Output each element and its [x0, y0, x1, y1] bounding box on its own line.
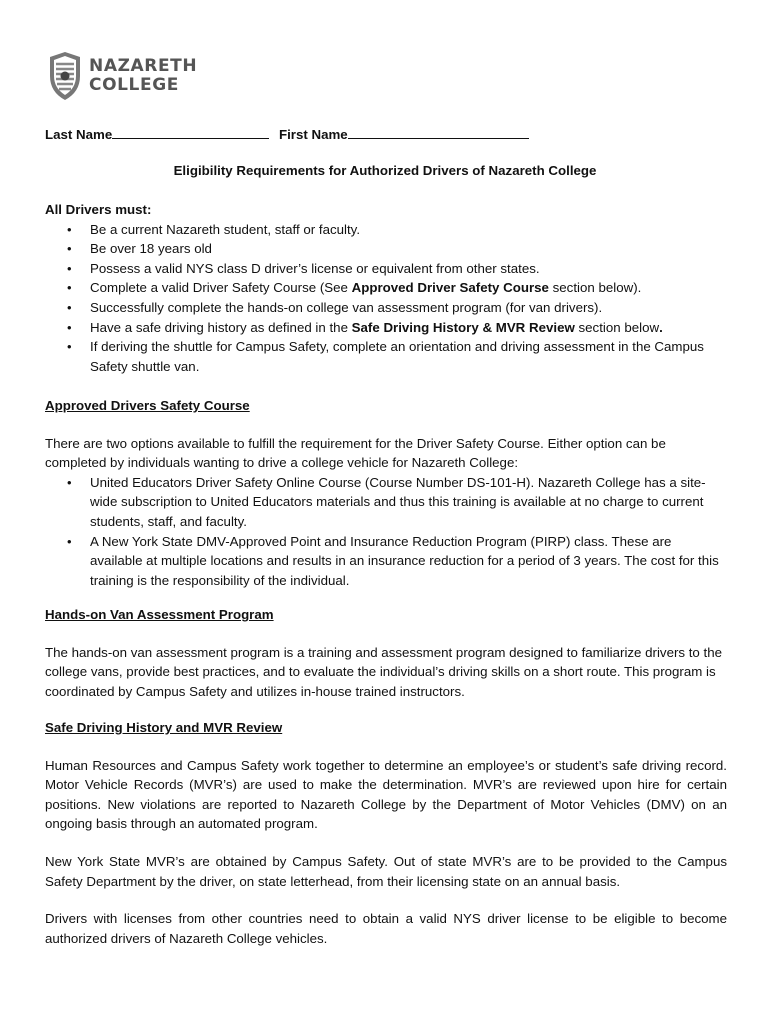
- item-text: Have a safe driving history as defined in the: [90, 319, 352, 335]
- item-bold: Safe Driving History & MVR Review: [351, 319, 575, 335]
- list-item: • A New York State DMV-Approved Point and Insurance Reduction Program (PIRP) class. These are available at multiple locations and results in an insurance reduction for a period of 3 years. The cost for this training is the responsibility of the individual.: [45, 532, 727, 591]
- mvr-paragraph-3: Drivers with licenses from other countries need to obtain a valid NYS driver license to be eligible to become authorized drivers of Nazareth College vehicles.: [45, 911, 727, 946]
- drivers-heading: All Drivers must:: [45, 202, 152, 217]
- item-text: Complete a valid Driver Safety Course (See: [90, 280, 352, 296]
- safety-course-heading: Approved Drivers Safety Course: [45, 398, 250, 413]
- logo-line-1: NAZARETH: [89, 56, 198, 76]
- list-item: • Possess a valid NYS class D driver’s license or equivalent from other states.: [45, 259, 727, 279]
- mvr-section: [45, 718, 727, 948]
- list-item: • If deriving the shuttle for Campus Safety, complete an orientation and driving assessment in the Campus Safety shuttle van.: [45, 337, 727, 376]
- last-name-line[interactable]: [112, 125, 269, 139]
- college-logo: [47, 50, 197, 102]
- drivers-requirements: [45, 200, 727, 376]
- safety-course-list: [45, 473, 727, 591]
- list-item: [45, 318, 727, 338]
- logo-wordmark: [89, 57, 197, 95]
- list-item: • Be over 18 years old: [45, 239, 727, 259]
- safety-course-section: [45, 396, 727, 590]
- name-fields: [45, 125, 529, 142]
- last-name-label: Last Name: [45, 127, 113, 142]
- logo-line-2: COLLEGE: [89, 75, 179, 95]
- item-text: section below).: [548, 280, 642, 296]
- document-title: Eligibility Requirements for Authorized Drivers of Nazareth College: [173, 163, 597, 178]
- item-text: section below: [574, 319, 660, 335]
- item-bold: Approved Driver Safety Course: [351, 280, 549, 296]
- list-item: • Be a current Nazareth student, staff or faculty.: [45, 220, 727, 240]
- van-program-section: [45, 605, 727, 701]
- first-name-line[interactable]: [348, 125, 529, 139]
- list-item: [45, 278, 727, 298]
- van-program-heading: Hands-on Van Assessment Program: [45, 607, 274, 622]
- shield-icon: [47, 50, 83, 102]
- item-bold: .: [659, 319, 663, 335]
- list-item: • United Educators Driver Safety Online Course (Course Number DS-101-H). Nazareth College has a site-wide subscription to United Educators materials and thus this training is available at no charge to current students, staff, and faculty.: [45, 473, 727, 532]
- van-program-body: The hands-on van assessment program is a training and assessment program designed to familiarize drivers to the college vans, provide best practices, and to evaluate the individual’s driving skills on a short route. This program is coordinated by Campus Safety and utilizes in-house trained instructors.: [45, 644, 722, 699]
- mvr-paragraph-1: Human Resources and Campus Safety work together to determine an employee’s or student’s safe driving record. Motor Vehicle Records (MVR’s) are used to make the determination. MVR’s are reviewed upon hire for certain positions. New violations are reported to Nazareth College by the Department of Motor Vehicles (DMV) on an ongoing basis through an automated program.: [45, 757, 727, 832]
- drivers-list: [45, 220, 727, 377]
- mvr-paragraph-2: New York State MVR’s are obtained by Campus Safety. Out of state MVR’s are to be provided to the Campus Safety Department by the driver, on state letterhead, from their licensing state on an annual basis.: [45, 853, 727, 889]
- safety-course-intro: There are two options available to fulfill the requirement for the Driver Safety Course. Either option can be completed by individuals wanting to drive a college vehicle for Nazareth College:: [45, 435, 666, 471]
- mvr-heading: Safe Driving History and MVR Review: [45, 720, 283, 735]
- first-name-label: First Name: [278, 127, 348, 142]
- list-item: • Successfully complete the hands-on college van assessment program (for van drivers).: [45, 298, 727, 318]
